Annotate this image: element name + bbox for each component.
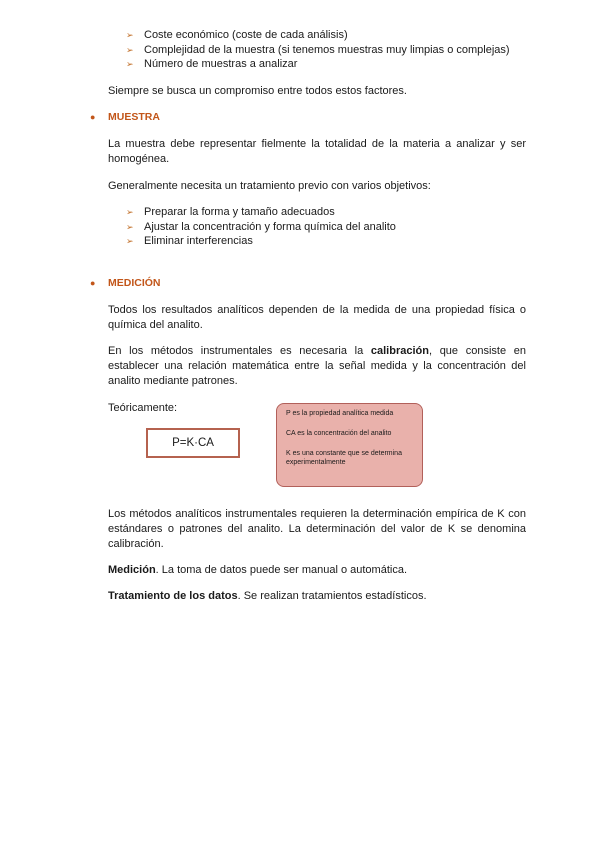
list-item: ➢ Coste económico (coste de cada análisis) [126, 29, 348, 41]
data-treatment-paragraph: Tratamiento de los datos. Se realizan tratamientos estadísticos. [108, 590, 427, 602]
muestra-objectives-intro: Generalmente necesita un tratamiento previo con varios objetivos: [108, 180, 431, 192]
formula-legend-box [276, 403, 423, 487]
section-heading-medicion: ● MEDICIÓN [90, 277, 161, 289]
list-item: ➢ Preparar la forma y tamaño adecuados [126, 206, 335, 218]
compromise-text: Siempre se busca un compromiso entre todos estos factores. [108, 85, 407, 97]
list-item: ➢ Ajustar la concentración y forma química del analito [126, 220, 396, 233]
formula-box [146, 428, 240, 458]
arrow-bullet-icon: ➢ [126, 207, 134, 217]
bullet-icon: ● [90, 278, 96, 288]
list-item: ➢ Número de muestras a analizar [126, 58, 298, 70]
muestra-paragraph: La muestra debe representar fielmente la totalidad de la materia a analizar y ser homogénea. [108, 138, 526, 165]
theoretical-label: Teóricamente: [108, 402, 178, 414]
formula: P=K·CA [172, 437, 214, 449]
medicion-paragraph: Todos los resultados analíticos dependen de la medida de una propiedad física o química del analito. [108, 304, 526, 331]
bullet-icon: ● [90, 112, 96, 122]
arrow-bullet-icon: ➢ [126, 59, 134, 69]
empirical-paragraph: Los métodos analíticos instrumentales requieren la determinación empírica de K con estándares o patrones del analito. La determinación del valor de K se denomina calibración. [108, 508, 526, 550]
arrow-bullet-icon: ➢ [126, 30, 134, 40]
arrow-bullet-icon: ➢ [126, 221, 134, 232]
section-heading-muestra: ● MUESTRA [90, 111, 160, 123]
legend-item: CA es la concentración del analito [286, 430, 392, 437]
arrow-bullet-icon: ➢ [126, 236, 134, 246]
objectives-list [126, 205, 396, 249]
legend-item: K es una constante que se determina experimentalmente [286, 450, 402, 466]
calibration-paragraph: En los métodos instrumentales es necesaria la calibración, que consiste en establecer una relación matemática entre la señal medida y la concentración del analito mediante patrones. [108, 345, 526, 387]
list-item: ➢ Complejidad de la muestra (si tenemos muestras muy limpias o complejas) [126, 43, 510, 56]
legend-item: P es la propiedad analítica medida [286, 410, 394, 417]
measurement-paragraph: Medición. La toma de datos puede ser manual o automática. [108, 564, 407, 576]
list-item: ➢ Eliminar interferencias [126, 235, 253, 247]
arrow-bullet-icon: ➢ [126, 44, 134, 55]
factors-list [126, 28, 510, 72]
calibration-term: calibración [370, 345, 429, 357]
